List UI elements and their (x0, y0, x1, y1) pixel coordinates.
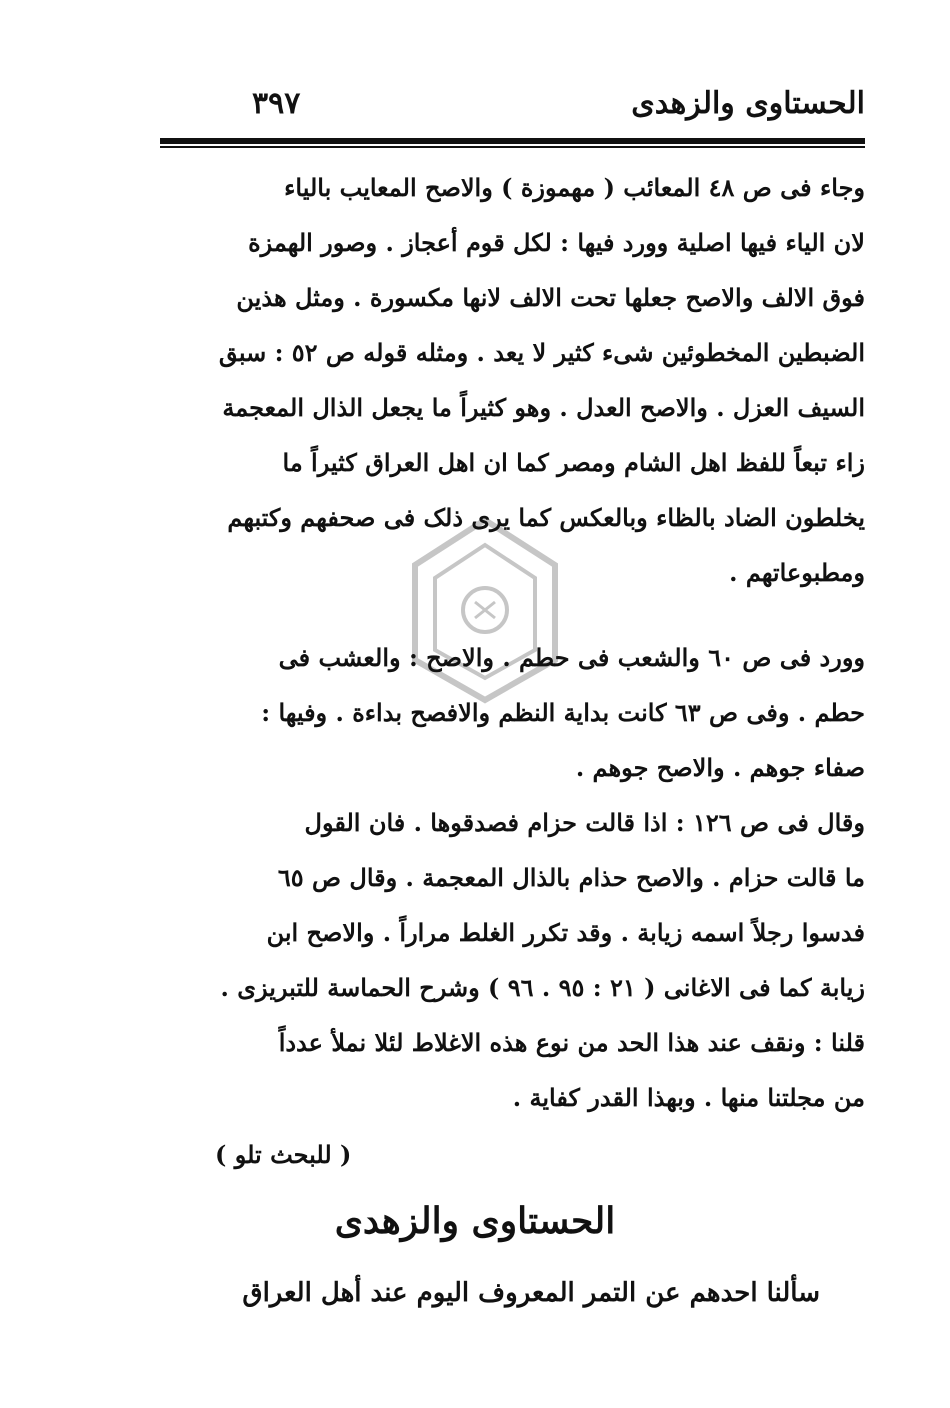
header-rule-thin (160, 146, 865, 148)
opening-line-next-section: سألنا احدهم عن التمر المعروف الیوم عند أهل العراق (242, 1278, 820, 1308)
paragraph-corrections-2 (160, 630, 865, 795)
text-line: حطم . وفی ص ٦٣ کانت بدایة النظم والافصح بداءة . وفیها : (261, 698, 865, 727)
text-line: وجاء فی ص ٤٨ المعائب ( مهموزة ) والاصح المعایب بالیاء (284, 173, 865, 202)
text-line: وقال فی ص ١٢٦ : اذا قالت حزام فصدقوها . فان القول (304, 808, 865, 837)
page-number: ٣٩٧ (252, 86, 301, 121)
text-line: من مجلتنا منها . وبهذا القدر کفایة . (512, 1083, 865, 1112)
paragraph-corrections-3 (160, 795, 865, 1125)
continued-note: ( للبحث تلو ) (215, 1140, 352, 1169)
text-line: لان الیاء فیها اصلیة وورد فیها : لکل قوم أعجاز . وصور الهمزة (248, 228, 865, 257)
text-line: زیابة کما فی الاغانی ( ٢١ : ٩٥ . ٩٦ ) وشرح الحماسة للتبریزی . (220, 973, 865, 1002)
text-line: فوق الالف والاصح جعلها تحت الالف لانها مکسورة . ومثل هذین (236, 283, 865, 312)
text-line: زاء تبعاً للفظ اهل الشام ومصر کما ان اهل العراق کثیراً ما (282, 448, 865, 477)
text-line: قلنا : ونقف عند هذا الحد من نوع هذه الاغلاط لئلا نملأ عدداً (278, 1028, 865, 1057)
text-line: وورد فی ص ٦٠ والشعب فی حطم . والاصح : والعشب فی (278, 643, 865, 672)
text-line: الضبطین المخطوئین شیء کثیر لا یعد . ومثله قوله ص ٥٢ : سبق (218, 338, 865, 367)
running-title: الحستاوی والزهدی (631, 86, 865, 121)
header-rule (160, 138, 865, 144)
text-line: یخلطون الضاد بالظاء وبالعکس کما یری ذلک فی صحفهم وکتبهم (227, 503, 865, 532)
text-line: ومطبوعاتهم . (729, 558, 865, 587)
paragraph-corrections-1 (160, 160, 865, 600)
text-line: فدسوا رجلاً اسمه زیابة . وقد تکرر الغلط مراراً . والاصح ابن (266, 918, 865, 947)
text-line: صفاء جوهم . والاصح جوهم . (575, 753, 865, 782)
text-line: السیف العزل . والاصح العدل . وهو کثیراً ما یجعل الذال المعجمة (222, 393, 865, 422)
page-header (160, 80, 865, 140)
section-title: الحستاوی والزهدی (334, 1200, 616, 1242)
text-line: ما قالت حزام . والاصح حذام بالذال المعجمة . وقال ص ٦٥ (277, 863, 865, 892)
